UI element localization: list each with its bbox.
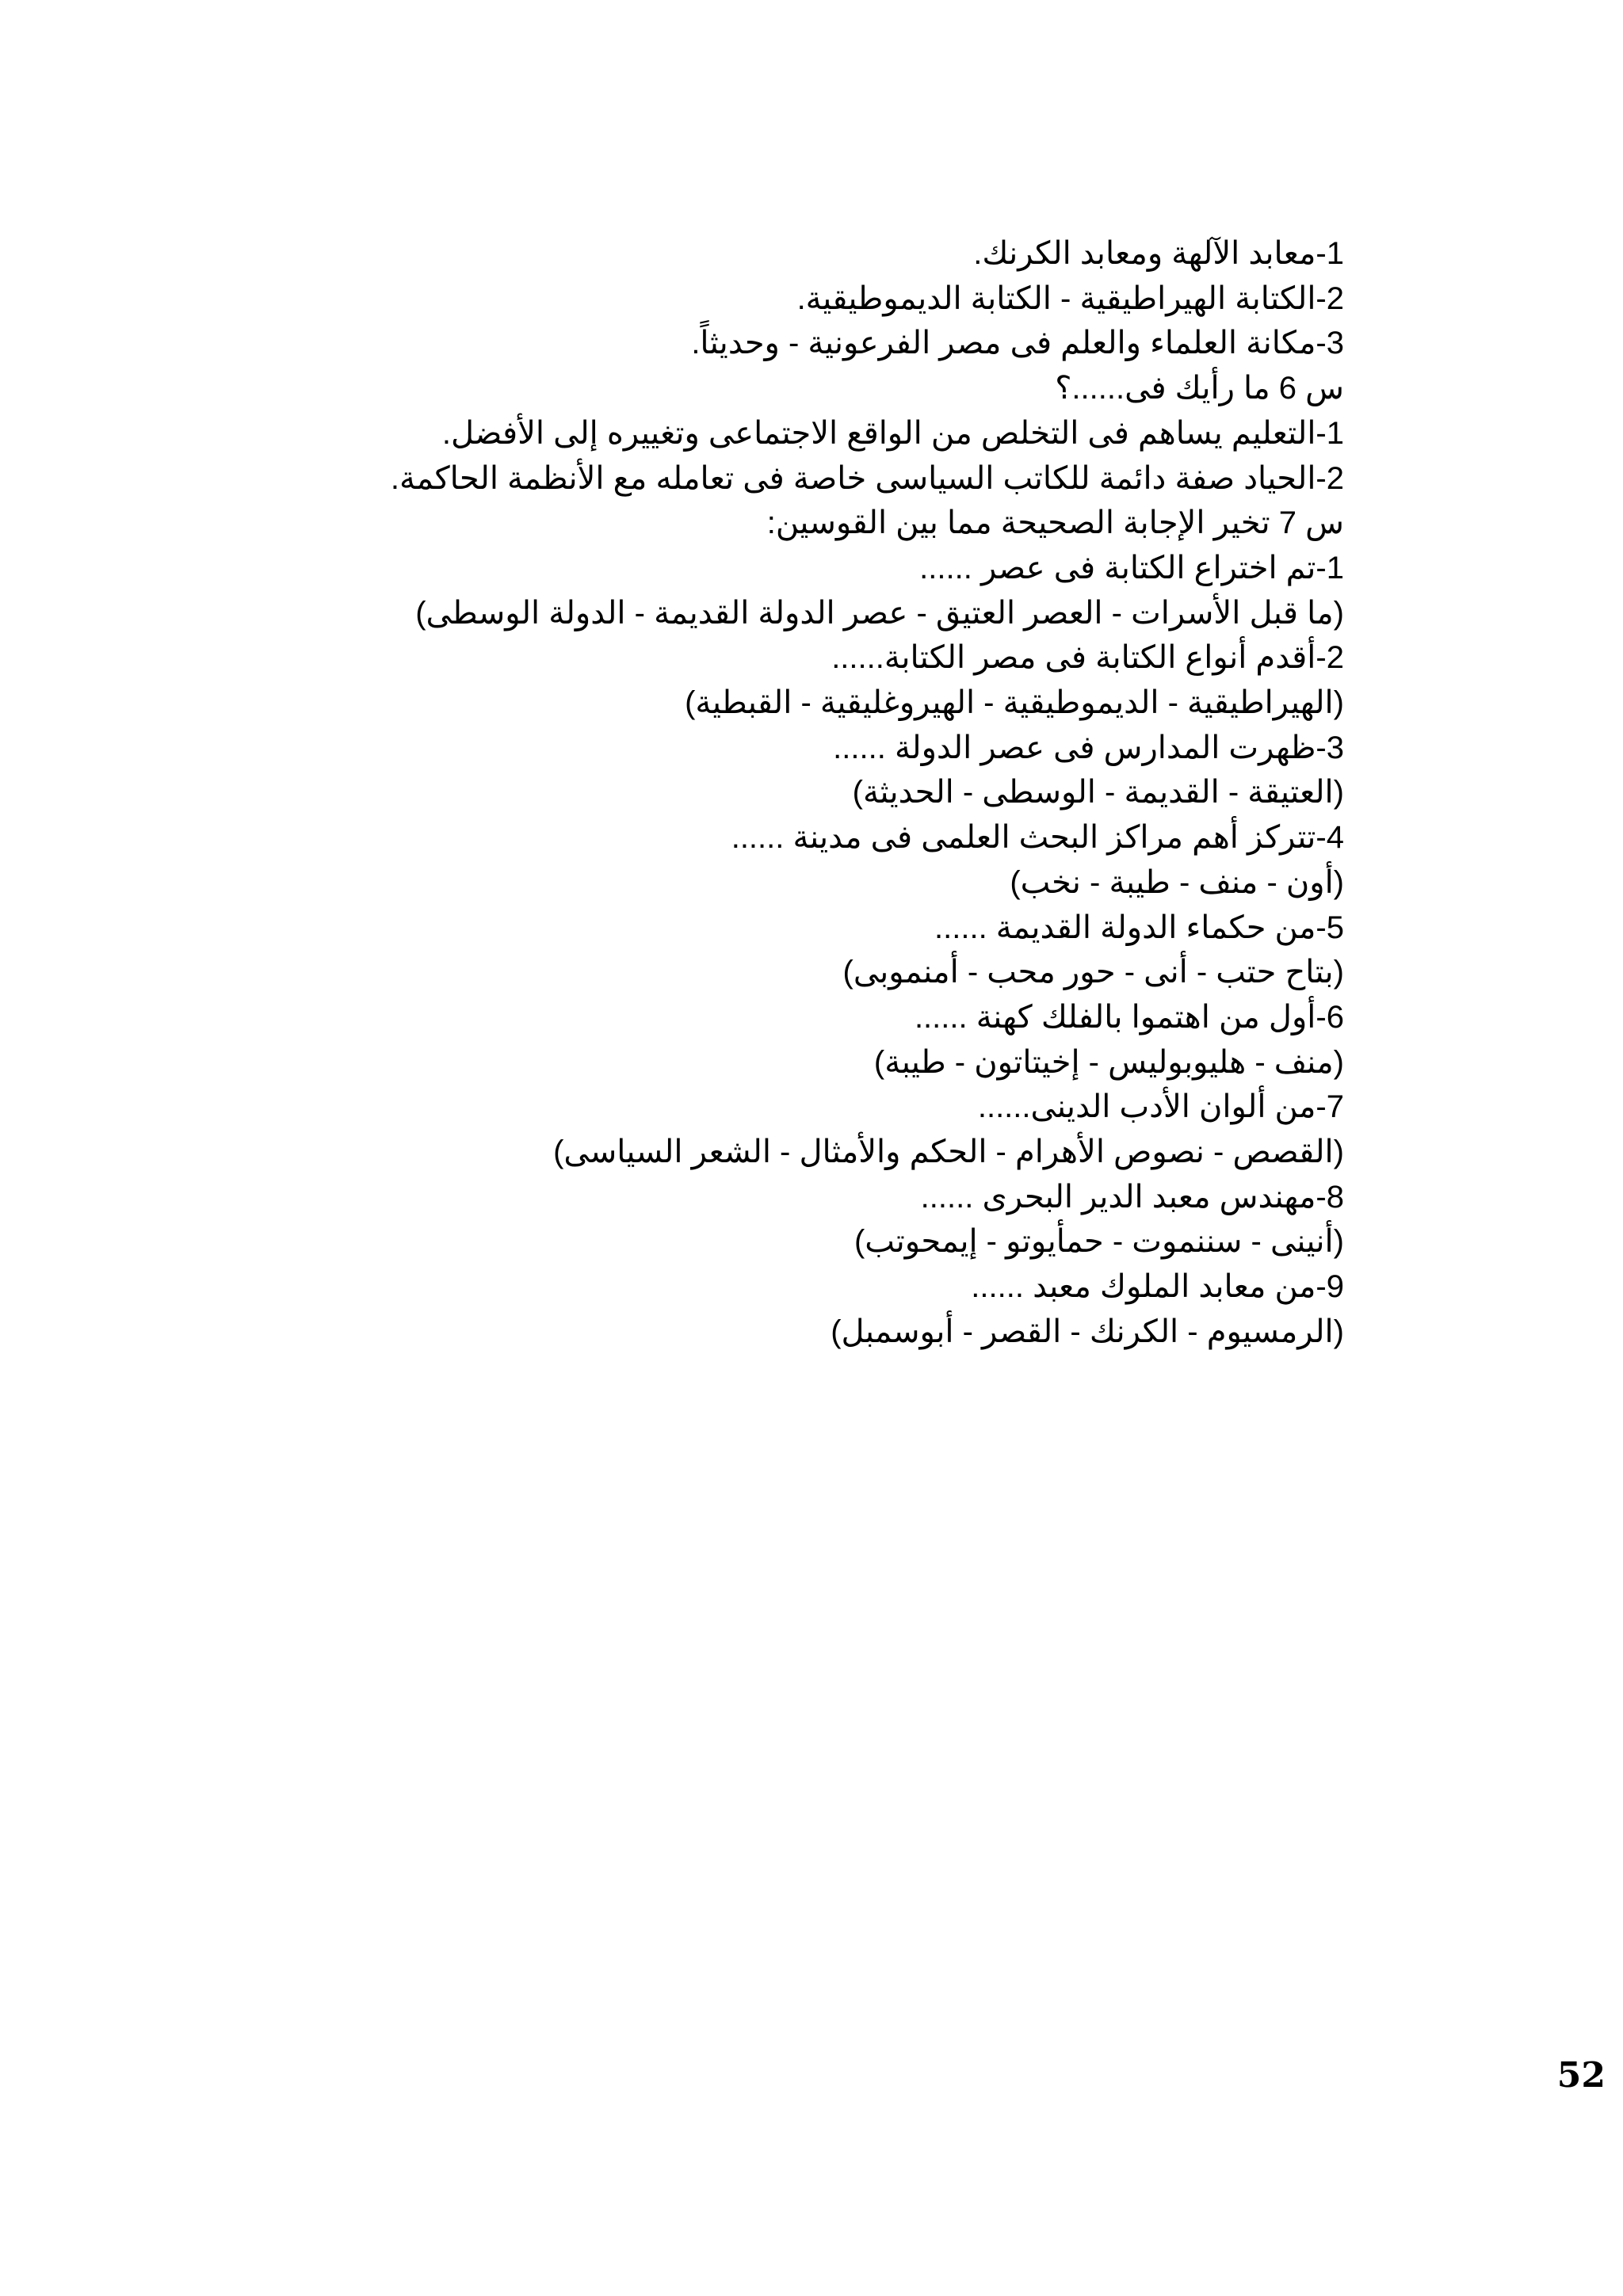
question-item: 8-مهندس معبد الدير البحرى ...... — [920, 1179, 1344, 1215]
question-item: 1-تم اختراع الكتابة فى عصر ...... — [919, 550, 1344, 585]
answer-options: (بتاح حتب - أنى - حور محب - أمنموبى) — [842, 955, 1344, 990]
answer-options: (منف - هليوبوليس - إخيتاتون - طيبة) — [873, 1044, 1344, 1080]
answer-options: (أون - منف - طيبة - نخب) — [1010, 864, 1344, 900]
text-line: 3-مكانة العلماء والعلم فى مصر الفرعونية - وحديثاً. — [691, 326, 1344, 361]
answer-options: (القصص - نصوص الأهرام - الحكم والأمثال - الشعر السياسى) — [553, 1135, 1344, 1170]
text-line: 1-معابد الآلهة ومعابد الكرنك. — [973, 236, 1344, 271]
answer-options: (ما قبل الأسرات - العصر العتيق - عصر الدولة القديمة - الدولة الوسطى) — [415, 595, 1344, 631]
answer-options: (أنينى - سننموت - حمأيوتو - إيمحوتب) — [854, 1224, 1344, 1260]
question-item: 3-ظهرت المدارس فى عصر الدولة ...... — [833, 730, 1344, 765]
text-line: 1-التعليم يساهم فى التخلص من الواقع الاجتماعى وتغييره إلى الأفضل. — [441, 415, 1344, 451]
document-body — [139, 231, 1344, 1355]
answer-options: (الرمسيوم - الكرنك - القصر - أبوسمبل) — [831, 1314, 1344, 1349]
question-item: 7-من ألوان الأدب الدينى...... — [977, 1089, 1344, 1125]
page-number: 52 — [1556, 2055, 1606, 2096]
answer-options: (الهيراطيقية - الديموطيقية - الهيروغليقية - القبطية) — [685, 685, 1344, 721]
question-item: 5-من حكماء الدولة القديمة ...... — [934, 910, 1344, 945]
text-line: 2-الحياد صفة دائمة للكاتب السياسى خاصة فى تعامله مع الأنظمة الحاكمة. — [390, 460, 1344, 496]
question-item: 4-تتركز أهم مراكز البحث العلمى فى مدينة ...... — [731, 820, 1344, 856]
text-line: 2-الكتابة الهيراطيقية - الكتابة الديموطيقية. — [796, 280, 1344, 316]
question-heading: س 7 تخير الإجابة الصحيحة مما بين القوسين: — [766, 505, 1344, 541]
question-item: 2-أقدم أنواع الكتابة فى مصر الكتابة...... — [831, 640, 1344, 676]
question-item: 9-من معابد الملوك معبد ...... — [971, 1269, 1344, 1305]
answer-options: (العتيقة - القديمة - الوسطى - الحديثة) — [852, 775, 1344, 810]
question-heading: س 6 ما رأيك فى......؟ — [1055, 371, 1344, 406]
question-item: 6-أول من اهتموا بالفلك كهنة ...... — [914, 999, 1344, 1035]
